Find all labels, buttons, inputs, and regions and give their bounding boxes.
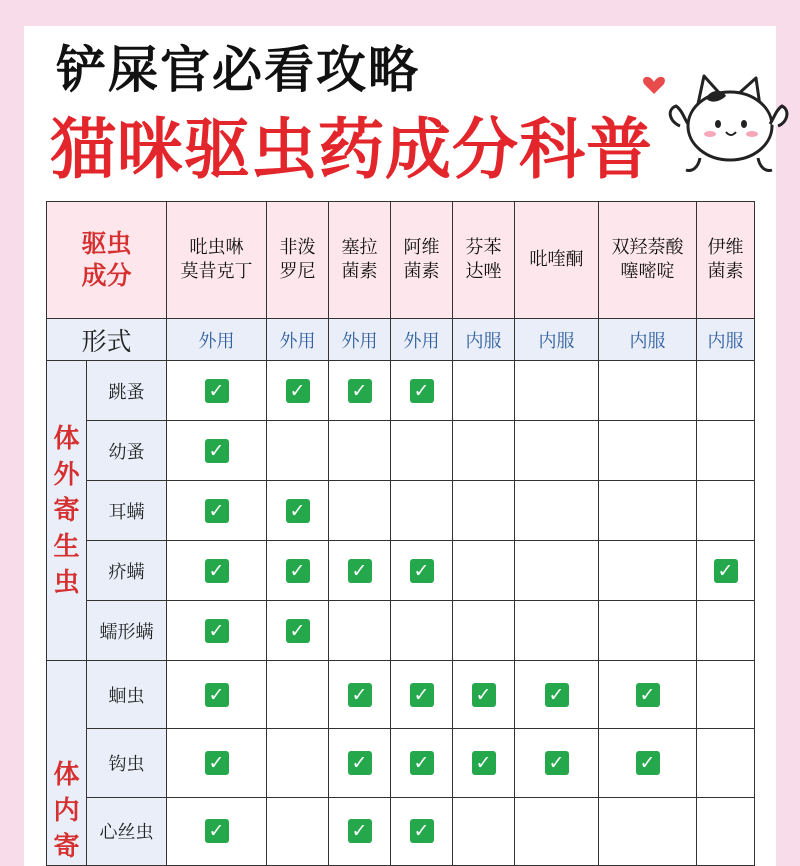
checkmark-icon: ✓ [410,819,434,843]
corner-line-2: 成分 [81,261,132,290]
parasite-name: 疥螨 [87,541,167,601]
check-cell [167,361,267,421]
ingredient-name-line1: 塞拉 [341,237,378,258]
ingredient-name-line1: 阿维 [403,237,440,258]
check-cell [267,601,329,661]
check-cell [329,541,391,601]
checkmark-icon: ✓ [348,819,372,843]
parasite-row [47,661,755,729]
ingredient-name-line1: 吡喹酮 [529,249,584,270]
ingredient-name-line1: 双羟萘酸 [611,237,684,258]
checkmark-icon: ✓ [410,751,434,775]
checkmark-icon: ✓ [286,559,310,583]
check-cell [453,797,515,865]
form-value: 内服 [599,319,697,361]
checkmark-icon: ✓ [472,751,496,775]
check-cell [599,661,697,729]
check-cell [167,601,267,661]
parasite-name: 蠕形螨 [87,601,167,661]
checkmark-icon: ✓ [472,683,496,707]
checkmark-icon: ✓ [348,559,372,583]
check-cell [697,481,755,541]
form-value: 内服 [515,319,599,361]
title-line-2: 猫咪驱虫药成分科普 [50,111,653,188]
check-cell [599,421,697,481]
corner-cell [47,202,167,319]
form-label: 形式 [47,319,167,361]
dewormer-ingredient-table [46,201,755,866]
check-cell [697,797,755,865]
ingredient-name-line1: 非泼 [279,237,316,258]
ingredient-name-line2: 噻嘧啶 [620,261,675,282]
check-cell [267,661,329,729]
parasite-name: 心丝虫 [87,797,167,865]
check-cell [167,661,267,729]
form-row [47,319,755,361]
checkmark-icon: ✓ [286,499,310,523]
check-cell [167,481,267,541]
group-label-char: 内 [53,796,80,826]
check-cell [329,797,391,865]
check-cell [453,361,515,421]
checkmark-icon: ✓ [545,683,569,707]
check-cell [453,481,515,541]
group-label-char: 外 [53,459,80,490]
checkmark-icon: ✓ [205,751,229,775]
cat-mascot-icon [640,66,790,176]
checkmark-icon: ✓ [636,751,660,775]
checkmark-icon: ✓ [348,751,372,775]
parasite-row [47,797,755,865]
checkmark-icon: ✓ [410,559,434,583]
parasite-row [47,421,755,481]
check-cell [267,481,329,541]
check-cell [697,729,755,797]
check-cell [599,361,697,421]
ingredient-header [697,202,755,319]
check-cell [391,541,453,601]
check-cell [391,601,453,661]
check-cell [329,421,391,481]
checkmark-icon: ✓ [714,559,738,583]
checkmark-icon: ✓ [205,683,229,707]
check-cell [167,421,267,481]
ingredient-name-line2: 莫昔克丁 [180,261,253,282]
ingredient-header [267,202,329,319]
checkmark-icon: ✓ [205,619,229,643]
check-cell [267,729,329,797]
ingredient-header [391,202,453,319]
check-cell [697,421,755,481]
corner-line-1: 驱虫 [81,229,132,258]
check-cell [329,481,391,541]
checkmark-icon: ✓ [205,559,229,583]
check-cell [329,661,391,729]
ingredient-name-line1: 芬苯 [465,237,502,258]
checkmark-icon: ✓ [348,379,372,403]
check-cell [391,361,453,421]
check-cell [515,797,599,865]
check-cell [453,541,515,601]
check-cell [329,601,391,661]
checkmark-icon: ✓ [286,619,310,643]
check-cell [697,541,755,601]
form-value: 外用 [329,319,391,361]
check-cell [515,661,599,729]
check-cell [167,541,267,601]
check-cell [515,541,599,601]
check-cell [599,481,697,541]
parasite-row [47,361,755,421]
check-cell [453,421,515,481]
parasite-group-label [47,661,87,866]
ingredient-name-line1: 吡虫啉 [189,237,244,258]
ingredient-header [329,202,391,319]
check-cell [515,361,599,421]
form-value: 内服 [453,319,515,361]
check-cell [697,601,755,661]
parasite-name: 耳螨 [87,481,167,541]
check-cell [391,797,453,865]
group-label-char: 寄 [53,832,80,862]
check-cell [515,421,599,481]
form-value: 外用 [267,319,329,361]
ingredient-name-line2: 菌素 [341,261,378,282]
check-cell [391,729,453,797]
check-cell [453,661,515,729]
check-cell [599,729,697,797]
form-value: 内服 [697,319,755,361]
check-cell [453,729,515,797]
check-cell [267,361,329,421]
check-cell [391,481,453,541]
form-value: 外用 [391,319,453,361]
checkmark-icon: ✓ [205,439,229,463]
checkmark-icon: ✓ [205,499,229,523]
check-cell [599,601,697,661]
check-cell [267,421,329,481]
group-label-char: 寄 [53,495,80,526]
check-cell [515,601,599,661]
ingredient-name-line2: 菌素 [707,261,744,282]
check-cell [697,661,755,729]
parasite-row [47,729,755,797]
check-cell [329,729,391,797]
checkmark-icon: ✓ [286,379,310,403]
check-cell [697,361,755,421]
ingredient-header [453,202,515,319]
ingredient-header [167,202,267,319]
form-value: 外用 [167,319,267,361]
checkmark-icon: ✓ [545,751,569,775]
check-cell [515,481,599,541]
parasite-row [47,541,755,601]
check-cell [599,541,697,601]
checkmark-icon: ✓ [205,379,229,403]
check-cell [599,797,697,865]
parasite-name: 钩虫 [87,729,167,797]
parasite-name: 幼蚤 [87,421,167,481]
checkmark-icon: ✓ [636,683,660,707]
checkmark-icon: ✓ [205,819,229,843]
check-cell [167,729,267,797]
group-label-char: 体 [53,423,80,454]
check-cell [515,729,599,797]
check-cell [267,797,329,865]
parasite-group-label [47,361,87,661]
check-cell [329,361,391,421]
ingredient-header [515,202,599,319]
header-row [47,202,755,319]
parasite-row [47,601,755,661]
checkmark-icon: ✓ [410,379,434,403]
check-cell [267,541,329,601]
check-cell [391,661,453,729]
checkmark-icon: ✓ [410,683,434,707]
ingredient-name-line2: 菌素 [403,261,440,282]
parasite-row [47,481,755,541]
check-cell [391,421,453,481]
group-label-char: 生 [53,531,80,562]
checkmark-icon: ✓ [348,683,372,707]
parasite-name: 跳蚤 [87,361,167,421]
title-line-1: 铲屎官必看攻略 [56,41,420,99]
ingredient-header [599,202,697,319]
ingredient-name-line1: 伊维 [707,237,744,258]
heart-icon [643,77,665,94]
check-cell [167,797,267,865]
check-cell [453,601,515,661]
group-label-char: 虫 [53,567,80,598]
parasite-name: 蛔虫 [87,661,167,729]
group-label-char: 体 [53,760,80,790]
ingredient-name-line2: 罗尼 [279,261,316,282]
ingredient-name-line2: 达唑 [465,261,502,282]
